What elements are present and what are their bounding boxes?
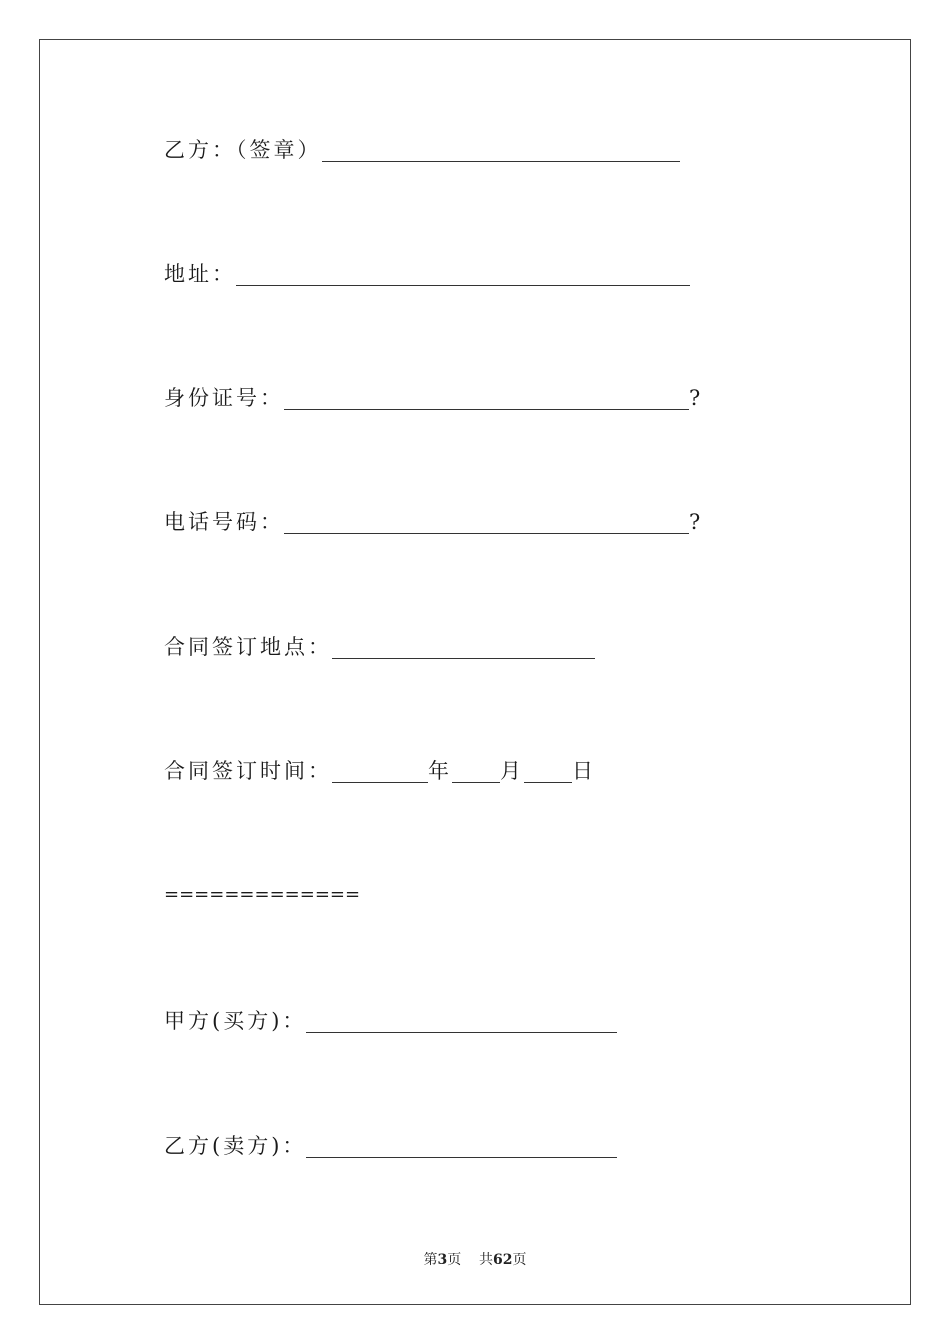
id-number-tail: ?	[689, 386, 704, 410]
year-label: 年	[428, 759, 452, 783]
sign-year-field[interactable]	[332, 760, 428, 783]
id-number-field[interactable]	[284, 387, 689, 410]
footer-total-pages: 62	[493, 1252, 513, 1268]
id-number-line	[164, 383, 703, 413]
sign-month-field[interactable]	[452, 760, 500, 783]
footer-page-number: 3	[437, 1252, 448, 1268]
sign-time-line	[164, 756, 596, 786]
page-footer	[0, 1249, 950, 1269]
footer-page-prefix: 第	[423, 1252, 438, 1268]
address-field[interactable]	[236, 263, 690, 286]
party-b-seller-line	[164, 1131, 617, 1161]
party-b-seller-label: 乙方(卖方)：	[164, 1134, 307, 1158]
separator: =============	[164, 884, 361, 905]
footer-total-suffix: 页	[512, 1252, 527, 1268]
footer-page-suffix: 页	[447, 1252, 462, 1268]
party-a-buyer-line	[164, 1006, 617, 1036]
party-a-buyer-label: 甲方(买方)：	[164, 1009, 307, 1033]
day-label: 日	[572, 759, 596, 783]
month-label: 月	[500, 759, 524, 783]
footer-total-prefix: 共	[479, 1252, 494, 1268]
sign-time-label: 合同签订时间：	[164, 759, 332, 783]
id-number-label: 身份证号：	[164, 386, 284, 410]
phone-tail: ?	[689, 510, 704, 534]
page-frame	[39, 39, 911, 1305]
address-label: 地址：	[164, 262, 236, 286]
party-b-seller-field[interactable]	[306, 1135, 617, 1158]
sign-day-field[interactable]	[524, 760, 572, 783]
party-b-sign-label: 乙方：（签章）	[164, 138, 322, 162]
phone-line	[164, 507, 703, 537]
party-b-sign-field[interactable]	[322, 139, 680, 162]
party-a-buyer-field[interactable]	[306, 1010, 617, 1033]
sign-place-label: 合同签订地点：	[164, 635, 332, 659]
sign-place-line	[164, 632, 595, 662]
sign-place-field[interactable]	[332, 636, 595, 659]
party-b-sign-line	[164, 135, 680, 165]
phone-field[interactable]	[284, 511, 689, 534]
address-line	[164, 259, 690, 289]
phone-label: 电话号码：	[164, 510, 284, 534]
